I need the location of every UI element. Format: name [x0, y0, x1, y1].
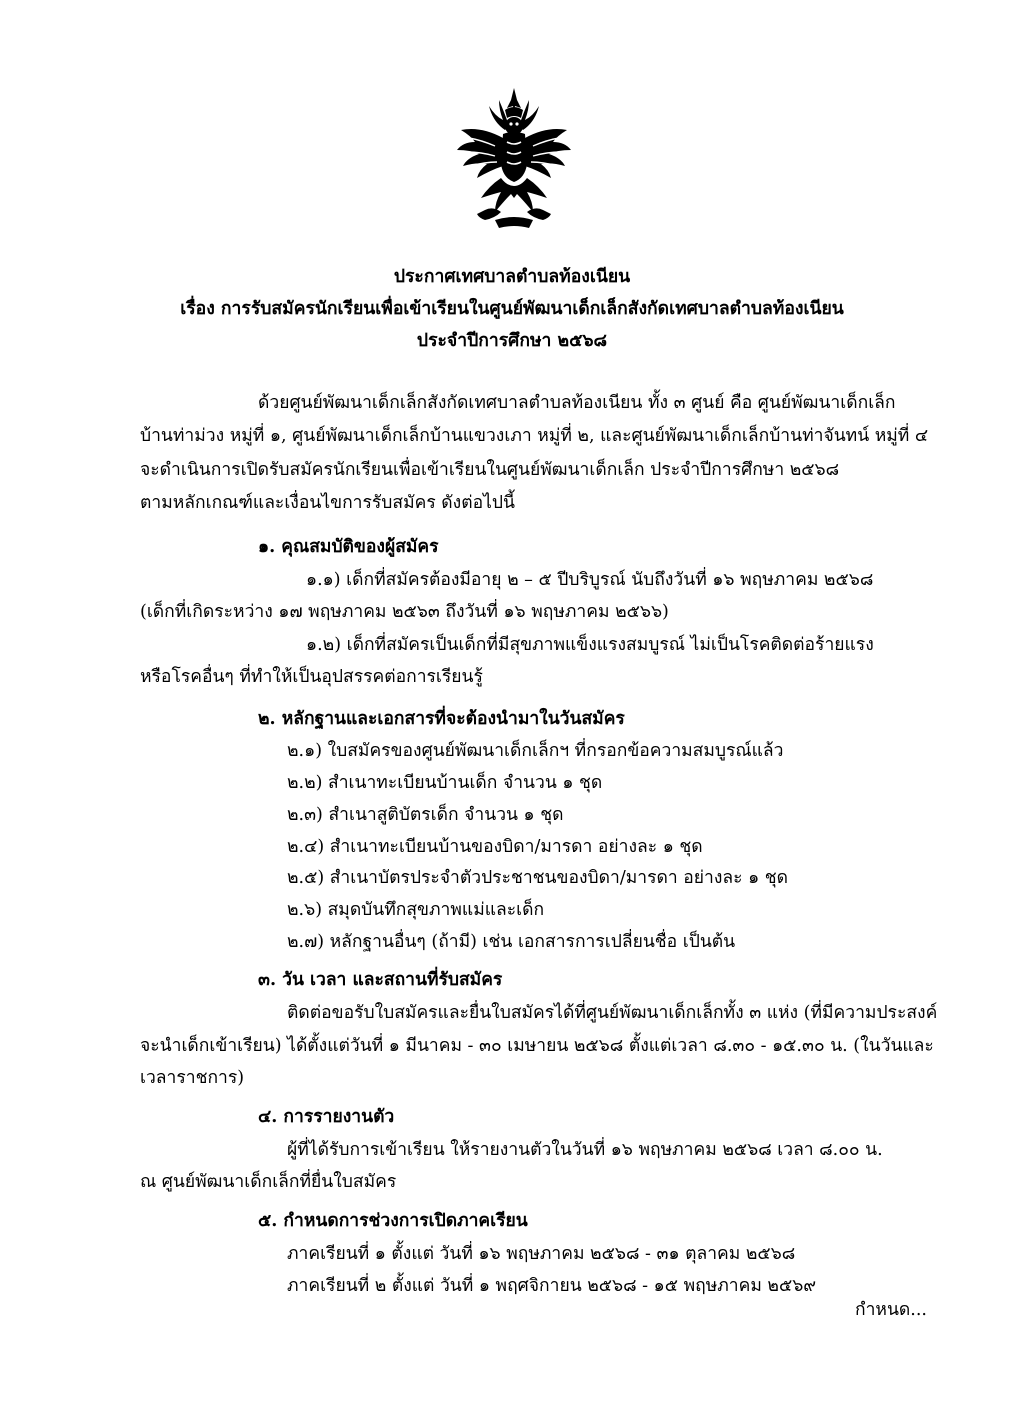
- section-line: หรือโรคอื่นๆ ที่ทำให้เป็นอุปสรรคต่อการเรียนรู้: [140, 667, 483, 687]
- section-heading: ๓. วัน เวลา และสถานที่รับสมัคร: [258, 970, 503, 990]
- announcement-subject: เรื่อง การรับสมัครนักเรียนเพื่อเข้าเรียนในศูนย์พัฒนาเด็กเล็กสังกัดเทศบาลตำบลท้องเนียน: [180, 299, 844, 319]
- section-line: ภาคเรียนที่ ๑ ตั้งแต่ วันที่ ๑๖ พฤษภาคม ๒๕๖๘ - ๓๑ ตุลาคม ๒๕๖๘: [287, 1244, 796, 1264]
- section-heading: ๑. คุณสมบัติของผู้สมัคร: [258, 537, 439, 557]
- garuda-emblem-icon: [455, 86, 573, 232]
- section-line: ติดต่อขอรับใบสมัครและยื่นใบสมัครได้ที่ศูนย์พัฒนาเด็กเล็กทั้ง ๓ แห่ง (ที่มีความประสงค์: [287, 1003, 938, 1023]
- list-item: ๒.๒) สำเนาทะเบียนบ้านเด็ก จำนวน ๑ ชุด: [287, 773, 603, 793]
- section-line: จะนำเด็กเข้าเรียน) ได้ตั้งแต่วันที่ ๑ มีนาคม - ๓๐ เมษายน ๒๕๖๘ ตั้งแต่เวลา ๘.๓๐ - ๑๕.๓๐ น. (ในวันและ: [140, 1036, 934, 1056]
- section-line: ๑.๑) เด็กที่สมัครต้องมีอายุ ๒ – ๕ ปีบริบูรณ์ นับถึงวันที่ ๑๖ พฤษภาคม ๒๕๖๘: [306, 570, 874, 590]
- list-item: ๒.๗) หลักฐานอื่นๆ (ถ้ามี) เช่น เอกสารการเปลี่ยนชื่อ เป็นต้น: [287, 932, 736, 952]
- intro-line: จะดำเนินการเปิดรับสมัครนักเรียนเพื่อเข้าเรียนในศูนย์พัฒนาเด็กเล็ก ประจำปีการศึกษา ๒๕๖๘: [140, 460, 840, 480]
- intro-line: ด้วยศูนย์พัฒนาเด็กเล็กสังกัดเทศบาลตำบลท้องเนียน ทั้ง ๓ ศูนย์ คือ ศูนย์พัฒนาเด็กเล็ก: [258, 393, 896, 413]
- section-line: ๑.๒) เด็กที่สมัครเป็นเด็กที่มีสุขภาพแข็งแรงสมบูรณ์ ไม่เป็นโรคติดต่อร้ายแรง: [306, 635, 874, 655]
- section-line: เวลาราชการ): [140, 1068, 245, 1088]
- announcement-title: ประกาศเทศบาลตำบลท้องเนียน: [393, 267, 631, 287]
- list-item: ๒.๑) ใบสมัครของศูนย์พัฒนาเด็กเล็กฯ ที่กรอกข้อความสมบูรณ์แล้ว: [287, 741, 784, 761]
- section-heading: ๔. การรายงานตัว: [258, 1107, 395, 1127]
- section-heading: ๒. หลักฐานและเอกสารที่จะต้องนำมาในวันสมัคร: [258, 709, 625, 729]
- announcement-year: ประจำปีการศึกษา ๒๕๖๘: [416, 331, 608, 351]
- section-line: ณ ศูนย์พัฒนาเด็กเล็กที่ยื่นใบสมัคร: [140, 1172, 397, 1192]
- list-item: ๒.๕) สำเนาบัตรประจำตัวประชาชนของบิดา/มารดา อย่างละ ๑ ชุด: [287, 868, 788, 888]
- intro-line: บ้านท่าม่วง หมู่ที่ ๑, ศูนย์พัฒนาเด็กเล็กบ้านแขวงเภา หมู่ที่ ๒, และศูนย์พัฒนาเด็กเล็กบ้านท่าจันทน์ หมู่ที่ ๔: [140, 426, 929, 446]
- section-line: (เด็กที่เกิดระหว่าง ๑๗ พฤษภาคม ๒๕๖๓ ถึงวันที่ ๑๖ พฤษภาคม ๒๕๖๖): [140, 602, 669, 622]
- section-heading: ๕. กำหนดการช่วงการเปิดภาคเรียน: [258, 1211, 528, 1231]
- intro-line: ตามหลักเกณฑ์และเงื่อนไขการรับสมัคร ดังต่อไปนี้: [140, 493, 515, 513]
- section-line: ผู้ที่ได้รับการเข้าเรียน ให้รายงานตัวในวันที่ ๑๖ พฤษภาคม ๒๕๖๘ เวลา ๘.๐๐ น.: [287, 1140, 883, 1160]
- list-item: ๒.๔) สำเนาทะเบียนบ้านของบิดา/มารดา อย่างละ ๑ ชุด: [287, 837, 703, 857]
- list-item: ๒.๓) สำเนาสูติบัตรเด็ก จำนวน ๑ ชุด: [287, 805, 564, 825]
- section-line: ภาคเรียนที่ ๒ ตั้งแต่ วันที่ ๑ พฤศจิกายน ๒๕๖๘ - ๑๕ พฤษภาคม ๒๕๖๙: [287, 1276, 817, 1296]
- page-continuation: กำหนด...: [855, 1300, 927, 1320]
- list-item: ๒.๖) สมุดบันทึกสุขภาพแม่และเด็ก: [287, 900, 545, 920]
